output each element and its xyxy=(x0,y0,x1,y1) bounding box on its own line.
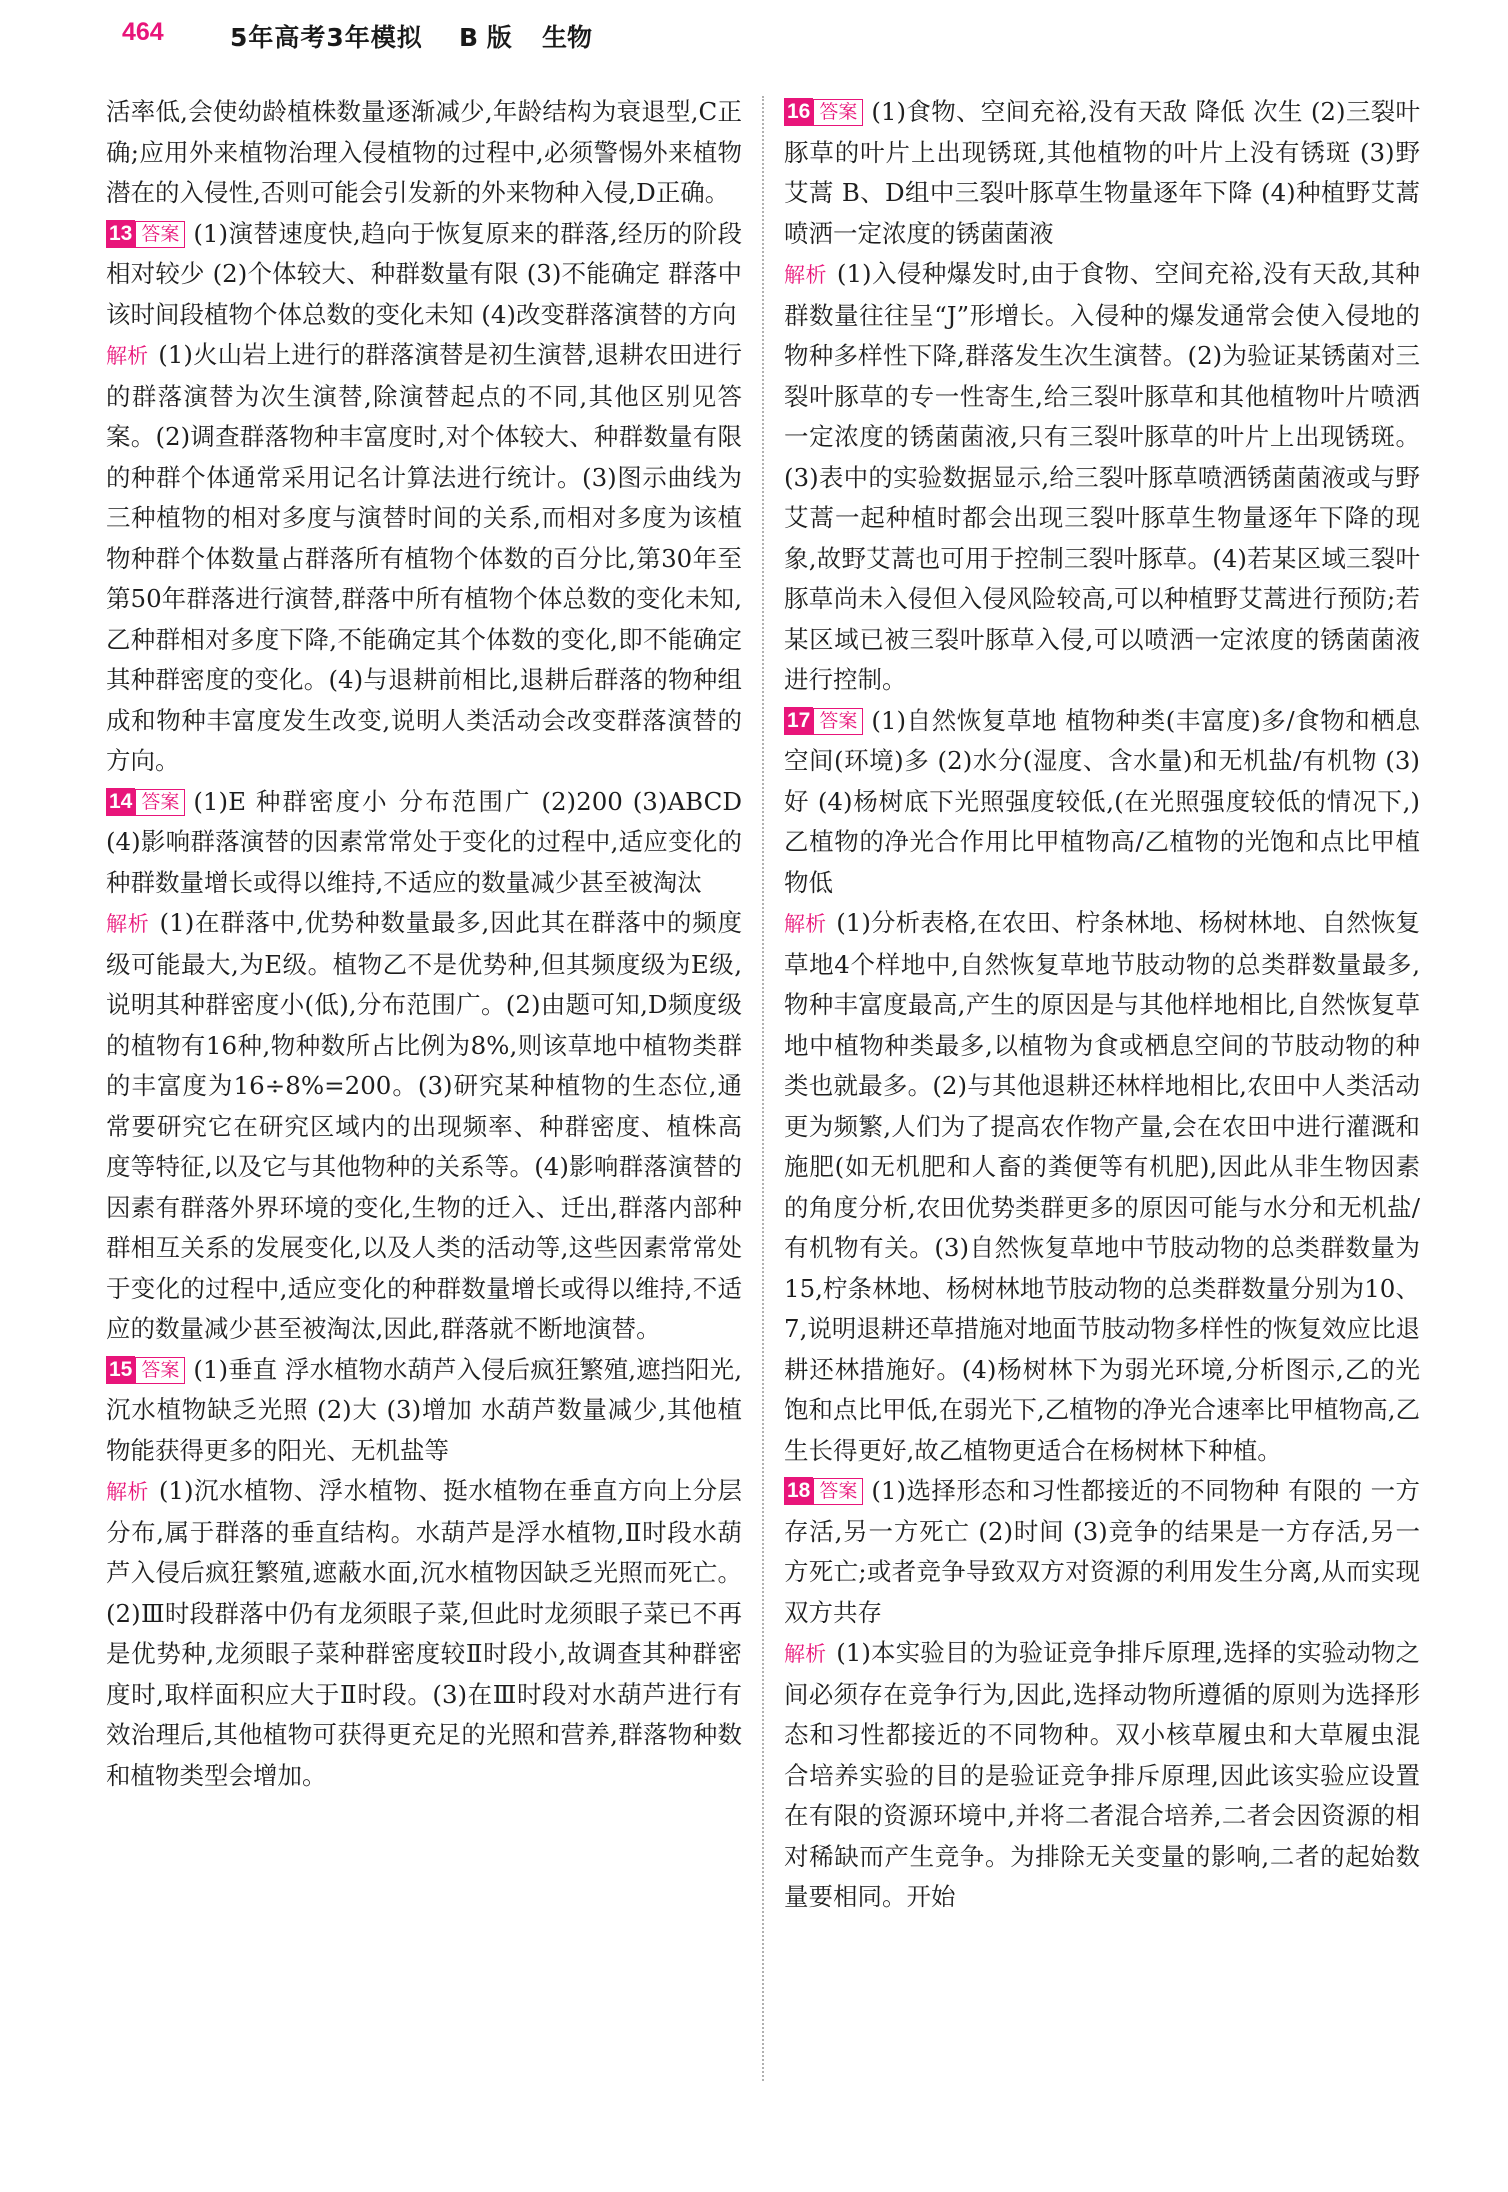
answer-text: (1)选择形态和习性都接近的不同物种 有限的 一方存活,另一方死亡 (2)时间 (3)竞争的结果是一方存活,另一方死亡;或者竞争导致双方对资源的利用发生分离,从而实现双方共存 xyxy=(784,1476,1420,1627)
question-18 xyxy=(784,1471,1420,1918)
answer-label: 答案 xyxy=(135,789,185,816)
answer-badge xyxy=(106,1354,185,1382)
question-number: 15 xyxy=(106,1356,135,1384)
q18-analysis xyxy=(784,1633,1420,1918)
question-17 xyxy=(784,701,1420,1472)
page-header xyxy=(112,14,1012,58)
answer-badge xyxy=(784,705,863,733)
answer-text: (1)E 种群密度小 分布范围广 (2)200 (3)ABCD (4)影响群落演替的因素常常处于变化的过程中,适应变化的种群数量增长或得以维持,不适应的数量减少甚至被淘汰 xyxy=(106,786,742,897)
intro-paragraph: 活率低,会使幼龄植株数量逐渐减少,年龄结构为衰退型,C正确;应用外来植物治理入侵植物的过程中,必须警惕外来植物潜在的入侵性,否则可能会引发新的外来物种入侵,D正确。 xyxy=(106,97,742,207)
q18-answer xyxy=(784,1471,1420,1633)
question-number: 13 xyxy=(106,220,135,248)
question-14 xyxy=(106,782,742,1350)
answer-label: 答案 xyxy=(135,221,185,248)
q15-answer xyxy=(106,1350,742,1472)
question-number: 14 xyxy=(106,788,135,816)
page-number: 464 xyxy=(122,18,164,46)
q16-analysis xyxy=(784,254,1420,701)
analysis-label: 解析 xyxy=(106,1480,149,1504)
edition-label: B 版 xyxy=(459,23,512,52)
question-13 xyxy=(106,214,742,782)
answer-label: 答案 xyxy=(813,1478,863,1505)
q13-analysis xyxy=(106,335,742,782)
answer-text: (1)自然恢复草地 植物种类(丰富度)多/食物和栖息空间(环境)多 (2)水分(湿度、含水量)和无机盐/有机物 (3)好 (4)杨树底下光照强度较低,(在光照强度较低的情况下,)乙植物的净光合作用比甲植物高/乙植物的光饱和点比甲植物低 xyxy=(784,705,1420,897)
analysis-text: (1)分析表格,在农田、柠条林地、杨树林地、自然恢复草地4个样地中,自然恢复草地节肢动物的总类群数量最多,物种丰富度最高,产生的原因是与其他样地相比,自然恢复草地中植物种类最多,以植物为食或栖息空间的节肢动物的种类也就最多。(2)与其他退耕还林样地相比,农田中人类活动更为频繁,人们为了提高农作物产量,会在农田中进行灌溉和施肥(如无机肥和人畜的粪便等有机肥),因此从非生物因素的角度分析,农田优势类群更多的原因可能与水分和无机盐/有机物有关。(3)自然恢复草地中节肢动物的总类群数量为15,柠条林地、杨树林地节肢动物的总类群数量分别为10、7,说明退耕还草措施对地面节肢动物多样性的恢复效应比退耕还林措施好。(4)杨树林下为弱光环境,分析图示,乙的光饱和点比甲低,在弱光下,乙植物的净光合速率比甲植物高,乙生长得更好,故乙植物更适合在杨树林下种植。 xyxy=(784,908,1420,1465)
q17-answer xyxy=(784,701,1420,904)
analysis-text: (1)沉水植物、浮水植物、挺水植物在垂直方向上分层分布,属于群落的垂直结构。水葫芦是浮水植物,Ⅱ时段水葫芦入侵后疯狂繁殖,遮蔽水面,沉水植物因缺乏光照而死亡。(2)Ⅲ时段群落中仍有龙须眼子菜,但此时龙须眼子菜已不再是优势种,龙须眼子菜种群密度较Ⅱ时段小,故调查其种群密度时,取样面积应大于Ⅱ时段。(3)在Ⅲ时段对水葫芦进行有效治理后,其他植物可获得更充足的光照和营养,群落物种数和植物类型会增加。 xyxy=(106,1476,743,1790)
subject-label: 生物 xyxy=(542,23,593,52)
q16-answer xyxy=(784,92,1420,254)
question-number: 17 xyxy=(784,707,813,735)
right-column xyxy=(784,92,1420,1918)
analysis-text: (1)火山岩上进行的群落演替是初生演替,退耕农田进行的群落演替为次生演替,除演替起点的不同,其他区别见答案。(2)调查群落物种丰富度时,对个体较大、种群数量有限的种群个体通常采用记名计算法进行统计。(3)图示曲线为三种植物的相对多度与演替时间的关系,而相对多度为该植物种群个体数量占群落所有植物个体数的百分比,第30年至第50年群落进行演替,群落中所有植物个体总数的变化未知,乙种群相对多度下降,不能确定其个体数的变化,即不能确定其种群密度的变化。(4)与退耕前相比,退耕后群落的物种组成和物种丰富度发生改变,说明人类活动会改变群落演替的方向。 xyxy=(106,340,742,775)
analysis-text: (1)在群落中,优势种数量最多,因此其在群落中的频度级可能最大,为E级。植物乙不是优势种,但其频度级为E级,说明其种群密度小(低),分布范围广。(2)由题可知,D频度级的植物有16种,物种数所占比例为8%,则该草地中植物类群的丰富度为16÷8%=200。(3)研究某种植物的生态位,通常要研究它在研究区域内的出现频率、种群密度、植株高度等特征,以及它与其他物种的关系等。(4)影响群落演替的因素有群落外界环境的变化,生物的迁入、迁出,群落内部种群相互关系的发展变化,以及人类的活动等,这些因素常常处于变化的过程中,适应变化的种群数量增长或得以维持,不适应的数量减少甚至被淘汰,因此,群落就不断地演替。 xyxy=(106,908,743,1343)
answer-badge xyxy=(784,1475,863,1503)
answer-label: 答案 xyxy=(813,708,863,735)
analysis-label: 解析 xyxy=(784,1642,827,1666)
answer-text: (1)演替速度快,趋向于恢复原来的群落,经历的阶段相对较少 (2)个体较大、种群数量有限 (3)不能确定 群落中该时间段植物个体总数的变化未知 (4)改变群落演替的方向 xyxy=(106,218,742,329)
column-divider xyxy=(762,96,764,2081)
answer-text: (1)垂直 浮水植物水葫芦入侵后疯狂繁殖,遮挡阳光,沉水植物缺乏光照 (2)大 (3)增加 水葫芦数量减少,其他植物能获得更多的阳光、无机盐等 xyxy=(106,1354,742,1465)
analysis-label: 解析 xyxy=(106,912,150,936)
answer-text: (1)食物、空间充裕,没有天敌 降低 次生 (2)三裂叶豚草的叶片上出现锈斑,其他植物的叶片上没有锈斑 (3)野艾蒿 B、D组中三裂叶豚草生物量逐年下降 (4)种植野艾蒿 喷洒一定浓度的锈菌菌液 xyxy=(784,97,1420,248)
question-16 xyxy=(784,92,1420,701)
answer-label: 答案 xyxy=(813,99,863,126)
q14-answer xyxy=(106,782,742,904)
analysis-text: (1)本实验目的为验证竞争排斥原理,选择的实验动物之间必须存在竞争行为,因此,选择动物所遵循的原则为选择形态和习性都接近的不同物种。双小核草履虫和大草履虫混合培养实验的目的是验证竞争排斥原理,因此该实验应设置在有限的资源环境中,并将二者混合培养,二者会因资源的相对稀缺而产生竞争。为排除无关变量的影响,二者的起始数量要相同。开始 xyxy=(784,1638,1420,1911)
q17-analysis xyxy=(784,903,1420,1471)
analysis-label: 解析 xyxy=(784,263,827,287)
analysis-label: 解析 xyxy=(784,912,827,936)
answer-badge xyxy=(784,96,863,124)
question-number: 18 xyxy=(784,1477,813,1505)
q15-analysis xyxy=(106,1471,742,1796)
left-column xyxy=(106,92,742,1796)
analysis-label: 解析 xyxy=(106,344,149,368)
answer-label: 答案 xyxy=(135,1357,185,1384)
question-number: 16 xyxy=(784,98,813,126)
q14-analysis xyxy=(106,903,742,1350)
answer-badge xyxy=(106,786,185,814)
answer-badge xyxy=(106,218,185,246)
q13-answer xyxy=(106,214,742,336)
analysis-text: (1)入侵种爆发时,由于食物、空间充裕,没有天敌,其种群数量往往呈“J”形增长。入侵种的爆发通常会使入侵地的物种多样性下降,群落发生次生演替。(2)为验证某锈菌对三裂叶豚草的专一性寄生,给三裂叶豚草和其他植物叶片喷洒一定浓度的锈菌菌液,只有三裂叶豚草的叶片上出现锈斑。(3)表中的实验数据显示,给三裂叶豚草喷洒锈菌菌液或与野艾蒿一起种植时都会出现三裂叶豚草生物量逐年下降的现象,故野艾蒿也可用于控制三裂叶豚草。(4)若某区域三裂叶豚草尚未入侵但入侵风险较高,可以种植野艾蒿进行预防;若某区域已被三裂叶豚草入侵,可以喷洒一定浓度的锈菌菌液进行控制。 xyxy=(784,259,1420,694)
question-15 xyxy=(106,1350,742,1797)
book-title: 5年高考3年模拟 xyxy=(230,23,423,52)
